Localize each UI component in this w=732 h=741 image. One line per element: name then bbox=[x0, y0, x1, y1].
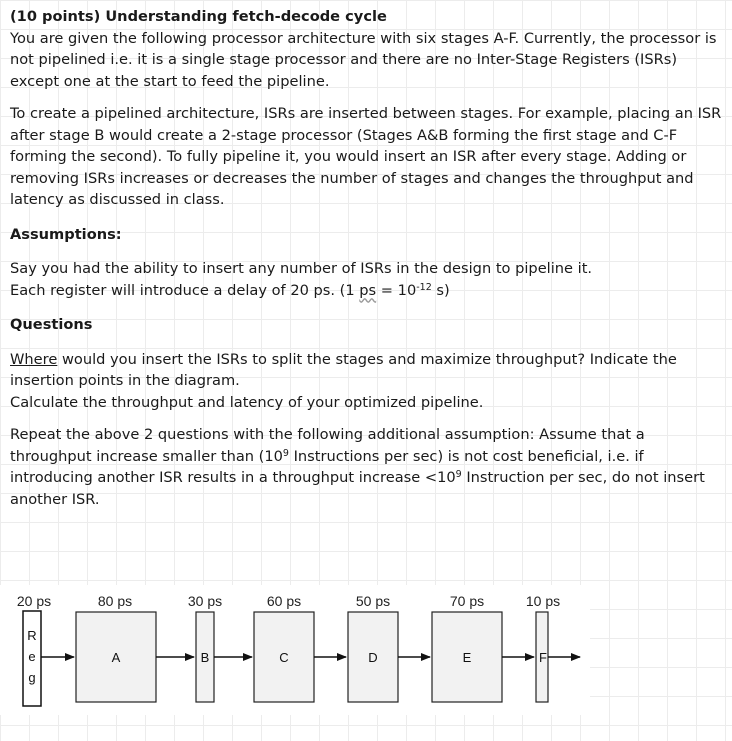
intro-paragraph: You are given the following processor architecture with six stages A-F. Currently, the processor is not pipelined i.e. it is a single stage processor and there are no Inter-Stage Registers (ISRs) except one at the start to feed the pipeline. bbox=[10, 29, 717, 90]
pipelining-paragraph: To create a pipelined architecture, ISRs are inserted between stages. For example, placing an ISR after stage B would create a 2-stage processor (Stages A&B forming the first stage and C-F forming the second). To fully pipeline it, you would insert an ISR after every stage. Adding or removing ISRs increases or decreases the number of stages and changes the throughput and latency as discussed in class. bbox=[10, 105, 722, 208]
ps-unit: ps bbox=[359, 281, 377, 299]
question-title: (10 points) Understanding fetch-decode cycle bbox=[10, 8, 387, 25]
register-letter: g bbox=[28, 670, 36, 685]
stage-label: E bbox=[462, 650, 472, 665]
stage-delay-label: 10 ps bbox=[525, 593, 561, 609]
stage-delay-label: 70 ps bbox=[449, 593, 485, 609]
assumption-2: Each register will introduce a delay of 20 ps. (1 ps = $10^{-12}$ s) bbox=[10, 281, 450, 299]
pipeline-diagram bbox=[0, 585, 590, 715]
stage-delay-label: 30 ps bbox=[187, 593, 223, 609]
register-letter: e bbox=[28, 649, 36, 664]
exponent: -12 bbox=[416, 281, 432, 293]
assumptions-heading: Assumptions: bbox=[10, 225, 122, 243]
stage-delay-label: 50 ps bbox=[355, 593, 391, 609]
exponent: 9 bbox=[455, 469, 462, 480]
stage-delay-label: 20 ps bbox=[16, 593, 52, 609]
stage-label: A bbox=[111, 650, 121, 665]
question-1: Where would you insert the ISRs to split the stages and maximize throughput? Indicate the insertion points in the diagram. bbox=[10, 350, 677, 389]
question-3: Repeat the above 2 questions with the following additional assumption: Assume that a throughput increase smaller than ($10^9$ Instructions per sec) is not cost beneficial, i.e. if introducing another ISR results in a throughput increase $<10^9$ Instruction per sec, do not insert another ISR. bbox=[10, 426, 705, 508]
assumption-1: Say you had the ability to insert any number of ISRs in the design to pipeline it. bbox=[10, 260, 593, 277]
where-word: Where bbox=[10, 350, 58, 368]
stage-label: F bbox=[539, 650, 547, 665]
stage-label: D bbox=[368, 650, 378, 665]
register-letter: R bbox=[27, 628, 37, 643]
stage-label: B bbox=[200, 650, 210, 665]
stage-delay-label: 60 ps bbox=[266, 593, 302, 609]
question-text bbox=[10, 6, 726, 510]
exponent: 9 bbox=[282, 447, 289, 459]
question-2: Calculate the throughput and latency of your optimized pipeline. bbox=[10, 393, 484, 411]
questions-heading: Questions bbox=[10, 316, 93, 333]
stage-delay-label: 80 ps bbox=[97, 593, 133, 609]
stage-label: C bbox=[279, 650, 289, 665]
